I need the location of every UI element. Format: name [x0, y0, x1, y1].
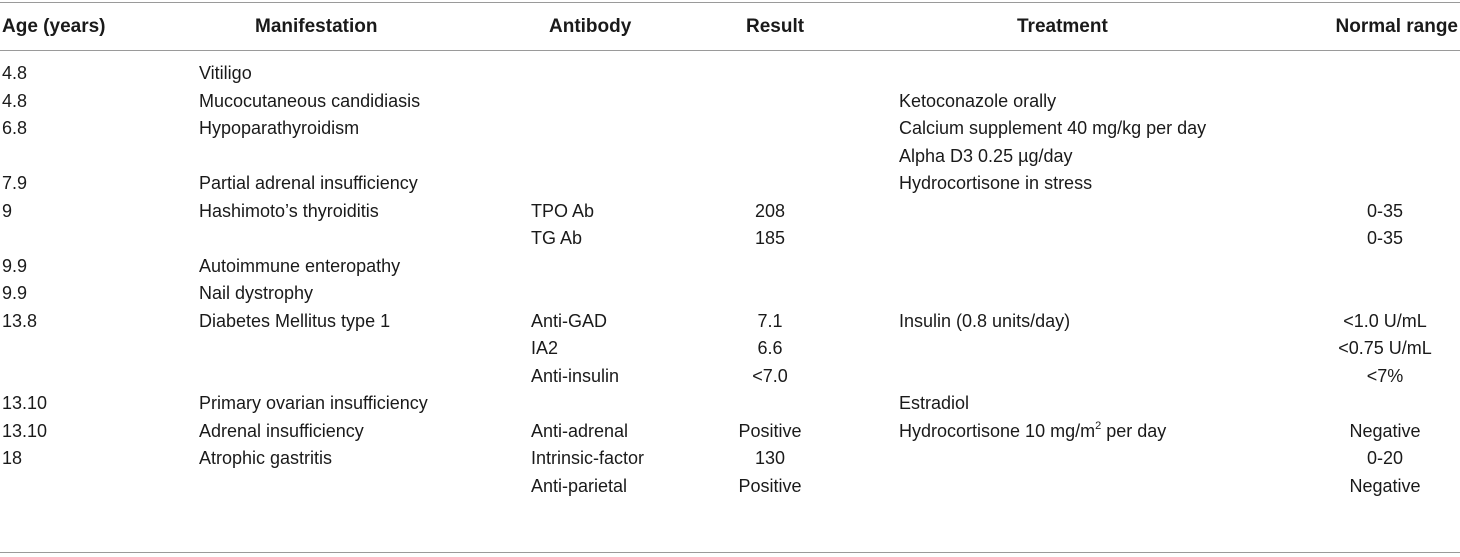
cell-normal-range: <0.75 U/mL: [1338, 338, 1432, 358]
header-rule: [0, 50, 1460, 51]
cell-manifestation: Autoimmune enteropathy: [199, 255, 401, 276]
table-row: [0, 280, 1460, 308]
cell-result: Positive: [738, 420, 802, 441]
cell-result: Positive: [738, 475, 802, 496]
cell-age: 13.8: [2, 310, 38, 331]
cell-age: 13.10: [2, 393, 48, 413]
table-row: [0, 225, 1460, 253]
cell-treatment: Insulin (0.8 units/day): [899, 310, 1071, 331]
table-row: [0, 445, 1460, 473]
cell-treatment-superscript: 2: [1095, 419, 1102, 432]
table-bottom-rule: [0, 552, 1460, 553]
header-normal-range: Normal range: [1335, 16, 1458, 37]
cell-age: 4.8: [2, 63, 28, 83]
table-row: [0, 363, 1460, 391]
cell-antibody: Anti-adrenal: [531, 420, 629, 441]
table-row: [0, 253, 1460, 281]
cell-result: 185: [754, 228, 786, 248]
cell-result: 6.6: [757, 338, 783, 358]
table-row: [0, 170, 1460, 198]
cell-antibody: TG Ab: [531, 228, 583, 248]
cell-treatment: Hydrocortisone in stress: [899, 173, 1093, 193]
cell-antibody: Intrinsic-factor: [531, 448, 645, 468]
header-antibody: Antibody: [549, 16, 632, 37]
cell-age: 4.8: [2, 90, 28, 111]
cell-result: 130: [754, 448, 786, 468]
cell-antibody: Anti-insulin: [531, 365, 620, 386]
cell-age: 13.10: [2, 420, 48, 441]
cell-age: 9.9: [2, 255, 28, 276]
cell-manifestation: Adrenal insufficiency: [199, 420, 364, 441]
cell-normal-range: <7%: [1366, 365, 1404, 386]
header-treatment: Treatment: [1017, 16, 1108, 37]
cell-treatment: Estradiol: [899, 393, 970, 413]
cell-treatment: Calcium supplement 40 mg/kg per day: [899, 118, 1207, 138]
cell-normal-range: Negative: [1349, 420, 1421, 441]
cell-manifestation: Partial adrenal insufficiency: [199, 173, 418, 193]
table-row: [0, 115, 1460, 143]
table-row: [0, 335, 1460, 363]
cell-antibody: Anti-GAD: [531, 310, 608, 331]
cell-age: 7.9: [2, 173, 28, 193]
cell-age: 18: [2, 448, 23, 468]
cell-treatment: Ketoconazole orally: [899, 90, 1057, 111]
table-row: [0, 143, 1460, 171]
cell-result: <7.0: [752, 365, 788, 386]
cell-normal-range: Negative: [1349, 475, 1421, 496]
table-top-rule: [0, 2, 1460, 3]
header-age: Age (years): [2, 16, 106, 37]
header-result: Result: [746, 16, 805, 37]
cell-manifestation: Atrophic gastritis: [199, 448, 333, 468]
cell-treatment-text: Hydrocortisone 10 mg/m: [899, 420, 1096, 441]
cell-antibody: IA2: [531, 338, 559, 358]
cell-manifestation: Nail dystrophy: [199, 283, 314, 303]
cell-manifestation: Hashimoto’s thyroiditis: [199, 200, 379, 221]
cell-treatment-suffix: per day: [1101, 420, 1167, 441]
cell-age: 9: [2, 200, 13, 221]
table-row: [0, 60, 1460, 88]
table-row: [0, 390, 1460, 418]
cell-manifestation: Mucocutaneous candidiasis: [199, 90, 421, 111]
cell-normal-range: 0-35: [1366, 228, 1404, 248]
cell-manifestation: Primary ovarian insufficiency: [199, 393, 428, 413]
cell-treatment: [899, 418, 1166, 446]
cell-age: 9.9: [2, 283, 28, 303]
cell-normal-range: 0-20: [1366, 448, 1404, 468]
cell-manifestation: Vitiligo: [199, 63, 252, 83]
table-row: [0, 88, 1460, 116]
cell-treatment: Alpha D3 0.25 µg/day: [899, 145, 1073, 166]
cell-normal-range: 0-35: [1366, 200, 1404, 221]
table-row: [0, 198, 1460, 226]
cell-manifestation: Hypoparathyroidism: [199, 118, 360, 138]
cell-manifestation: Diabetes Mellitus type 1: [199, 310, 391, 331]
table-row: [0, 308, 1460, 336]
header-manifestation: Manifestation: [255, 16, 378, 37]
cell-age: 6.8: [2, 118, 28, 138]
cell-result: 208: [754, 200, 786, 221]
cell-result: 7.1: [757, 310, 783, 331]
cell-antibody: Anti-parietal: [531, 475, 628, 496]
table-row: [0, 473, 1460, 501]
table-row: [0, 418, 1460, 446]
table-body: [0, 60, 1460, 500]
cell-antibody: TPO Ab: [531, 200, 595, 221]
cell-normal-range: <1.0 U/mL: [1343, 310, 1427, 331]
